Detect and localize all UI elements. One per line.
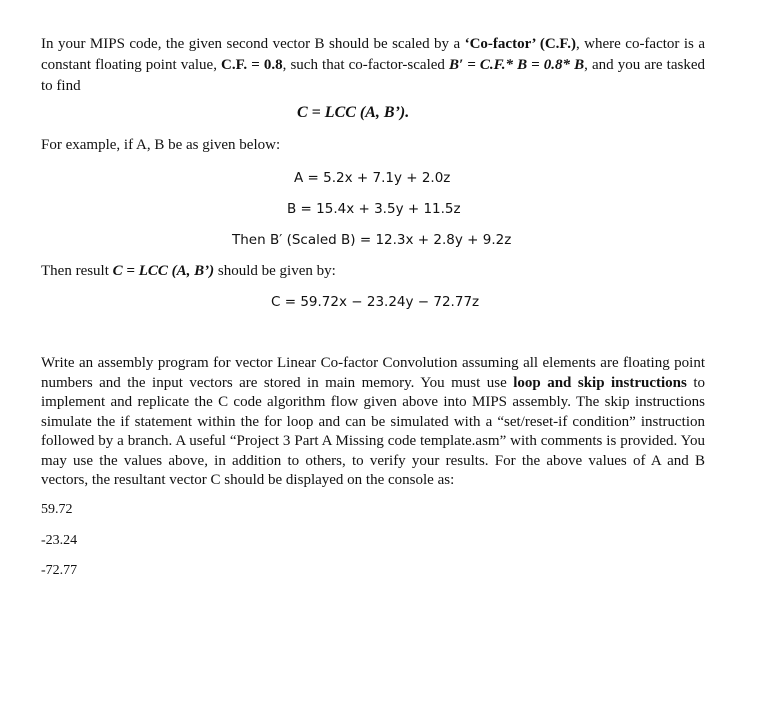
result-intro	[41, 263, 336, 280]
intro-paragraph	[41, 34, 705, 97]
intro-text-1: In your MIPS code, the given second vector B should be scaled by a	[41, 36, 465, 52]
result-intro-prefix: Then result	[41, 263, 113, 279]
cofactor-term: ‘Co-factor’ (C.F.)	[464, 36, 576, 52]
task-text-2: to implement and replicate the C code algorithm flow given above into MIPS assembly. The skip instructions simulate the if statement within the for loop and can be simulated with a “set/reset-if condition” instruction followed by a branch. A useful “Project 3 Part A Missing code template.asm” with comments is provided. You may use the values above, in addition to others, to verify your results. For the above values of A and B vectors, the resultant vector C should be displayed on the console as:	[41, 374, 705, 488]
console-value-3: -72.77	[41, 563, 78, 578]
intro-text-3: , such that co-factor-scaled	[282, 57, 449, 73]
console-value-2: -23.24	[41, 533, 78, 548]
equation-scaled-b	[232, 232, 511, 248]
equation-a: A = 5.2x + 7.1y + 2.0z	[294, 170, 451, 186]
equation-scaled-body: B′ (Scaled B) = 12.3x + 2.8y + 9.2z	[269, 232, 512, 248]
task-paragraph	[41, 354, 705, 491]
equation-b: B = 15.4x + 3.5y + 11.5z	[287, 201, 461, 217]
main-equation: C = LCC (A, B’).	[297, 104, 410, 121]
result-intro-suffix: should be given by:	[214, 263, 336, 279]
task-bold-term: loop and skip instructions	[513, 374, 687, 391]
result-equation: C = 59.72x − 23.24y − 72.77z	[271, 294, 480, 310]
example-intro: For example, if A, B be as given below:	[41, 137, 281, 153]
cofactor-value: C.F. = 0.8	[221, 57, 283, 73]
equation-scaled-prefix: Then	[232, 232, 266, 248]
console-value-1: 59.72	[41, 502, 73, 517]
task-text-1: Write an assembly program for vector Linear Co-factor Convolution assuming all elements are floating point numbers and the input vectors are stored in main memory. You must use	[41, 355, 705, 391]
intro-text-4: , and you are tasked to find	[41, 57, 705, 94]
scaled-vector-expression: B′ = C.F.* B = 0.8* B	[448, 57, 585, 73]
result-intro-expression: C = LCC (A, B’)	[112, 263, 215, 279]
intro-text-2: , where co-factor is a constant floating point value,	[41, 36, 705, 73]
